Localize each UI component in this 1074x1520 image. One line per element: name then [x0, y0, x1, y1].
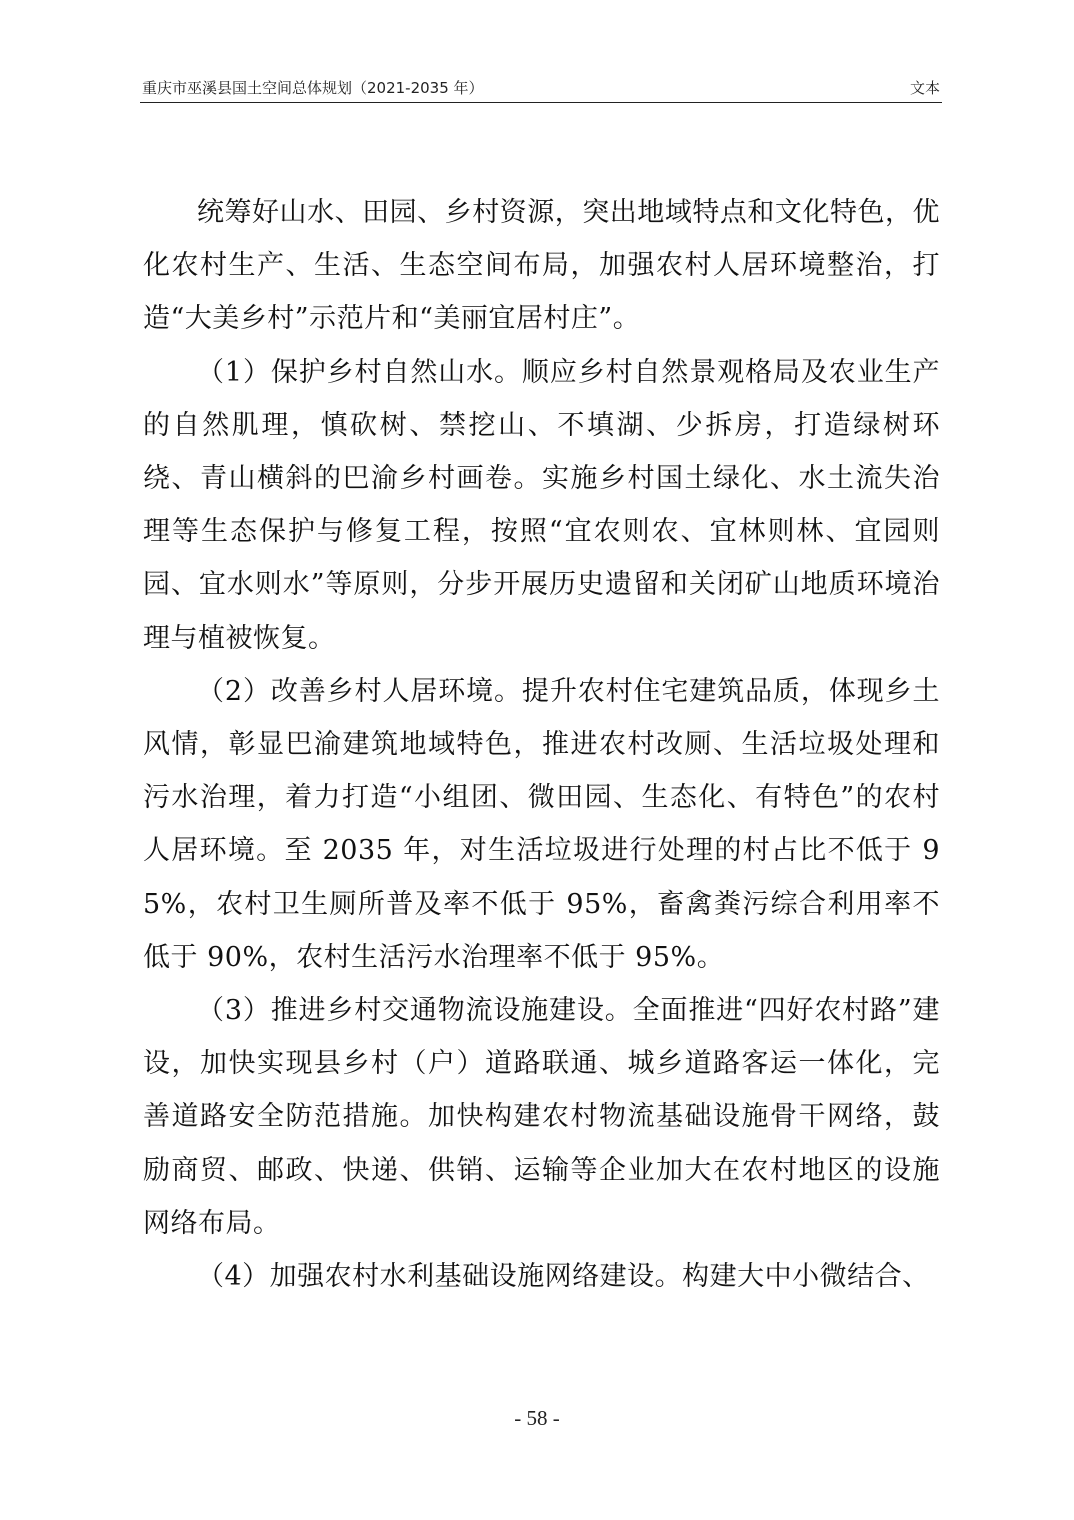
page-header: [140, 74, 942, 103]
section-label: 文本: [909, 79, 940, 97]
paragraph-item-2: （2）改善乡村人居环境。提升农村住宅建筑品质，体现乡土风情，彰显巴渝建筑地域特色，推进农村改厕、生活垃圾处理和污水治理，着力打造“小组团、微田园、生态化、有特色”的农村人居环境。至 2035 年，对生活垃圾进行处理的村占比不低于 95%，农村卫生厕所普及率不低于 95%，畜禽粪污综合利用率不低于 90%，农村生活污水治理率不低于 95%。: [143, 675, 940, 973]
document-title: 重庆市巫溪县国土空间总体规划（2021-2035 年）: [142, 79, 484, 97]
paragraph-item-1: （1）保护乡村自然山水。顺应乡村自然景观格局及农业生产的自然肌理，慎砍树、禁挖山、不填湖、少拆房，打造绿树环绕、青山横斜的巴渝乡村画卷。实施乡村国土绿化、水土流失治理等生态保护与修复工程，按照“宜农则农、宜林则林、宜园则园、宜水则水”等原则，分步开展历史遗留和关闭矿山地质环境治理与植被恢复。: [143, 356, 940, 654]
paragraph-intro: 统筹好山水、田园、乡村资源，突出地域特点和文化特色，优化农村生产、生活、生态空间布局，加强农村人居环境整治，打造“大美乡村”示范片和“美丽宜居村庄”。: [143, 197, 940, 335]
paragraph-item-3: （3）推进乡村交通物流设施建设。全面推进“四好农村路”建设，加快实现县乡村（户）道路联通、城乡道路客运一体化，完善道路安全防范措施。加快构建农村物流基础设施骨干网络，鼓励商贸、邮政、快递、供销、运输等企业加大在农村地区的设施网络布局。: [143, 995, 940, 1239]
paragraph-item-4: （4）加强农村水利基础设施网络建设。构建大中小微结合、: [197, 1261, 930, 1293]
body-text: [143, 186, 940, 1303]
page-number: - 58 -: [514, 1406, 560, 1430]
